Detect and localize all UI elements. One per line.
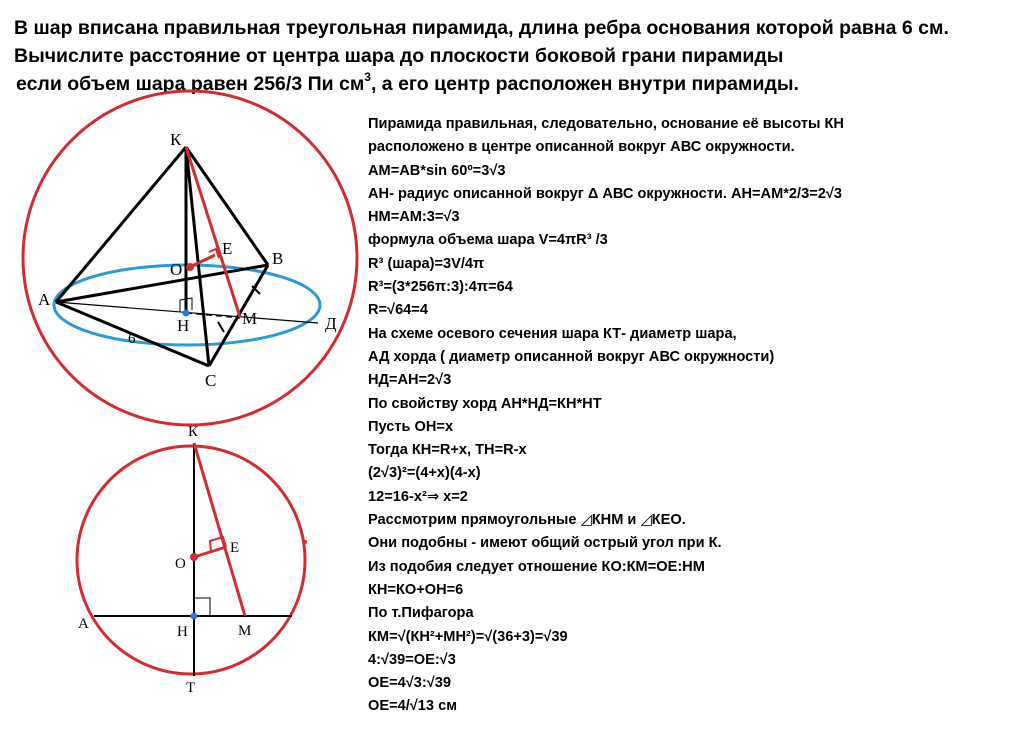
label-O: О	[170, 260, 183, 279]
solution-line: R³ (шара)=3V/4π	[368, 255, 485, 272]
solution-line: КМ=√(КН²+МН²)=√(36+3)=√39	[368, 628, 568, 645]
tick-mark-1	[218, 322, 224, 332]
problem-line-3-start: если объем шара равен 256/3 Пи см	[16, 73, 365, 95]
label-T-section: Т	[186, 680, 196, 696]
sphere-outline	[23, 91, 357, 425]
label-M-section: М	[238, 623, 252, 639]
solution-line: Они подобны - имеют общий острый угол при К.	[368, 535, 722, 552]
solution-line: По свойству хорд АН*НД=КН*НТ	[368, 395, 602, 412]
label-A: А	[38, 290, 51, 309]
solution-line: R=√64=4	[368, 302, 428, 319]
label-E: Е	[222, 239, 233, 258]
solution-text	[368, 113, 1028, 719]
solution-line: ОЕ=4√3:√39	[368, 675, 451, 692]
label-K-section: К	[188, 424, 199, 440]
solution-line: Рассмотрим прямоугольные ◿КНМ и ◿КЕО.	[368, 512, 686, 529]
solution-line: Пусть ОН=х	[368, 418, 454, 435]
problem-line-1: В шар вписана правильная треугольная пирамида, длина ребра основания которой равна 6 см.	[14, 17, 949, 39]
solution-line: АМ=АВ*sin 60º=3√3	[368, 162, 506, 179]
solution-line: КН=КО+ОН=6	[368, 581, 464, 598]
solution-line: НМ=АМ:3=√3	[368, 209, 460, 226]
point-O-section	[190, 553, 198, 561]
point-H-section	[191, 613, 198, 620]
edge-KA	[56, 147, 186, 302]
solution-line: На схеме осевого сечения шара КТ- диаметр шара,	[368, 325, 737, 342]
solution-line: R³=(3*256π:3):4π=64	[368, 279, 513, 296]
segment-KM	[194, 443, 245, 616]
label-B: В	[272, 249, 284, 268]
point-D-section	[303, 540, 307, 544]
figure-sphere-pyramid	[23, 91, 357, 425]
label-M: М	[242, 309, 258, 328]
right-angle-mark-H-section	[194, 598, 210, 616]
point-O	[186, 263, 194, 271]
label-A-section: А	[78, 616, 89, 632]
solution-line: АД хорда ( диаметр описанной вокруг АВС окружности)	[368, 348, 775, 365]
label-O-section: О	[175, 556, 186, 572]
label-H-section: Н	[177, 624, 188, 640]
edge-AB	[56, 265, 268, 302]
solution-line: По т.Пифагора	[368, 605, 474, 622]
label-edge-length: 6	[128, 331, 136, 347]
solution-line: формула объема шара V=4πR³ /3	[368, 232, 608, 249]
label-H: Н	[177, 316, 190, 335]
solution-line: Из подобия следует отношение КО:КМ=ОЕ:НМ	[368, 558, 705, 575]
solution-line: 12=16-х²⇒ х=2	[368, 488, 468, 505]
figure-axial-section	[77, 424, 307, 696]
solution-line: 4:√39=ОЕ:√3	[368, 651, 456, 668]
solution-line: расположено в центре описанной вокруг АВС окружности.	[368, 139, 795, 156]
label-D: Д	[325, 314, 337, 333]
solution-line: Тогда КН=R+х, ТН=R-х	[368, 442, 527, 459]
problem-line-3-end: , а его центр расположен внутри пирамиды.	[370, 73, 799, 95]
solution-line: АН- радиус описанной вокруг Δ АВС окружности. АН=АМ*2/3=2√3	[368, 185, 842, 202]
label-C: С	[205, 371, 217, 390]
solution-line: НД=АН=2√3	[368, 372, 452, 389]
label-E-section: Е	[230, 540, 240, 556]
cubic-exponent: 3	[364, 70, 371, 84]
solution-line: ОЕ=4/√13 см	[368, 698, 457, 715]
label-K: К	[170, 130, 182, 149]
solution-line: (2√3)²=(4+х)(4-х)	[368, 465, 481, 482]
section-circle	[77, 446, 305, 674]
problem-line-2: Вычислите расстояние от центра шара до плоскости боковой грани пирамиды	[14, 45, 784, 67]
solution-line: Пирамида правильная, следовательно, основание её высоты КН	[368, 116, 844, 132]
